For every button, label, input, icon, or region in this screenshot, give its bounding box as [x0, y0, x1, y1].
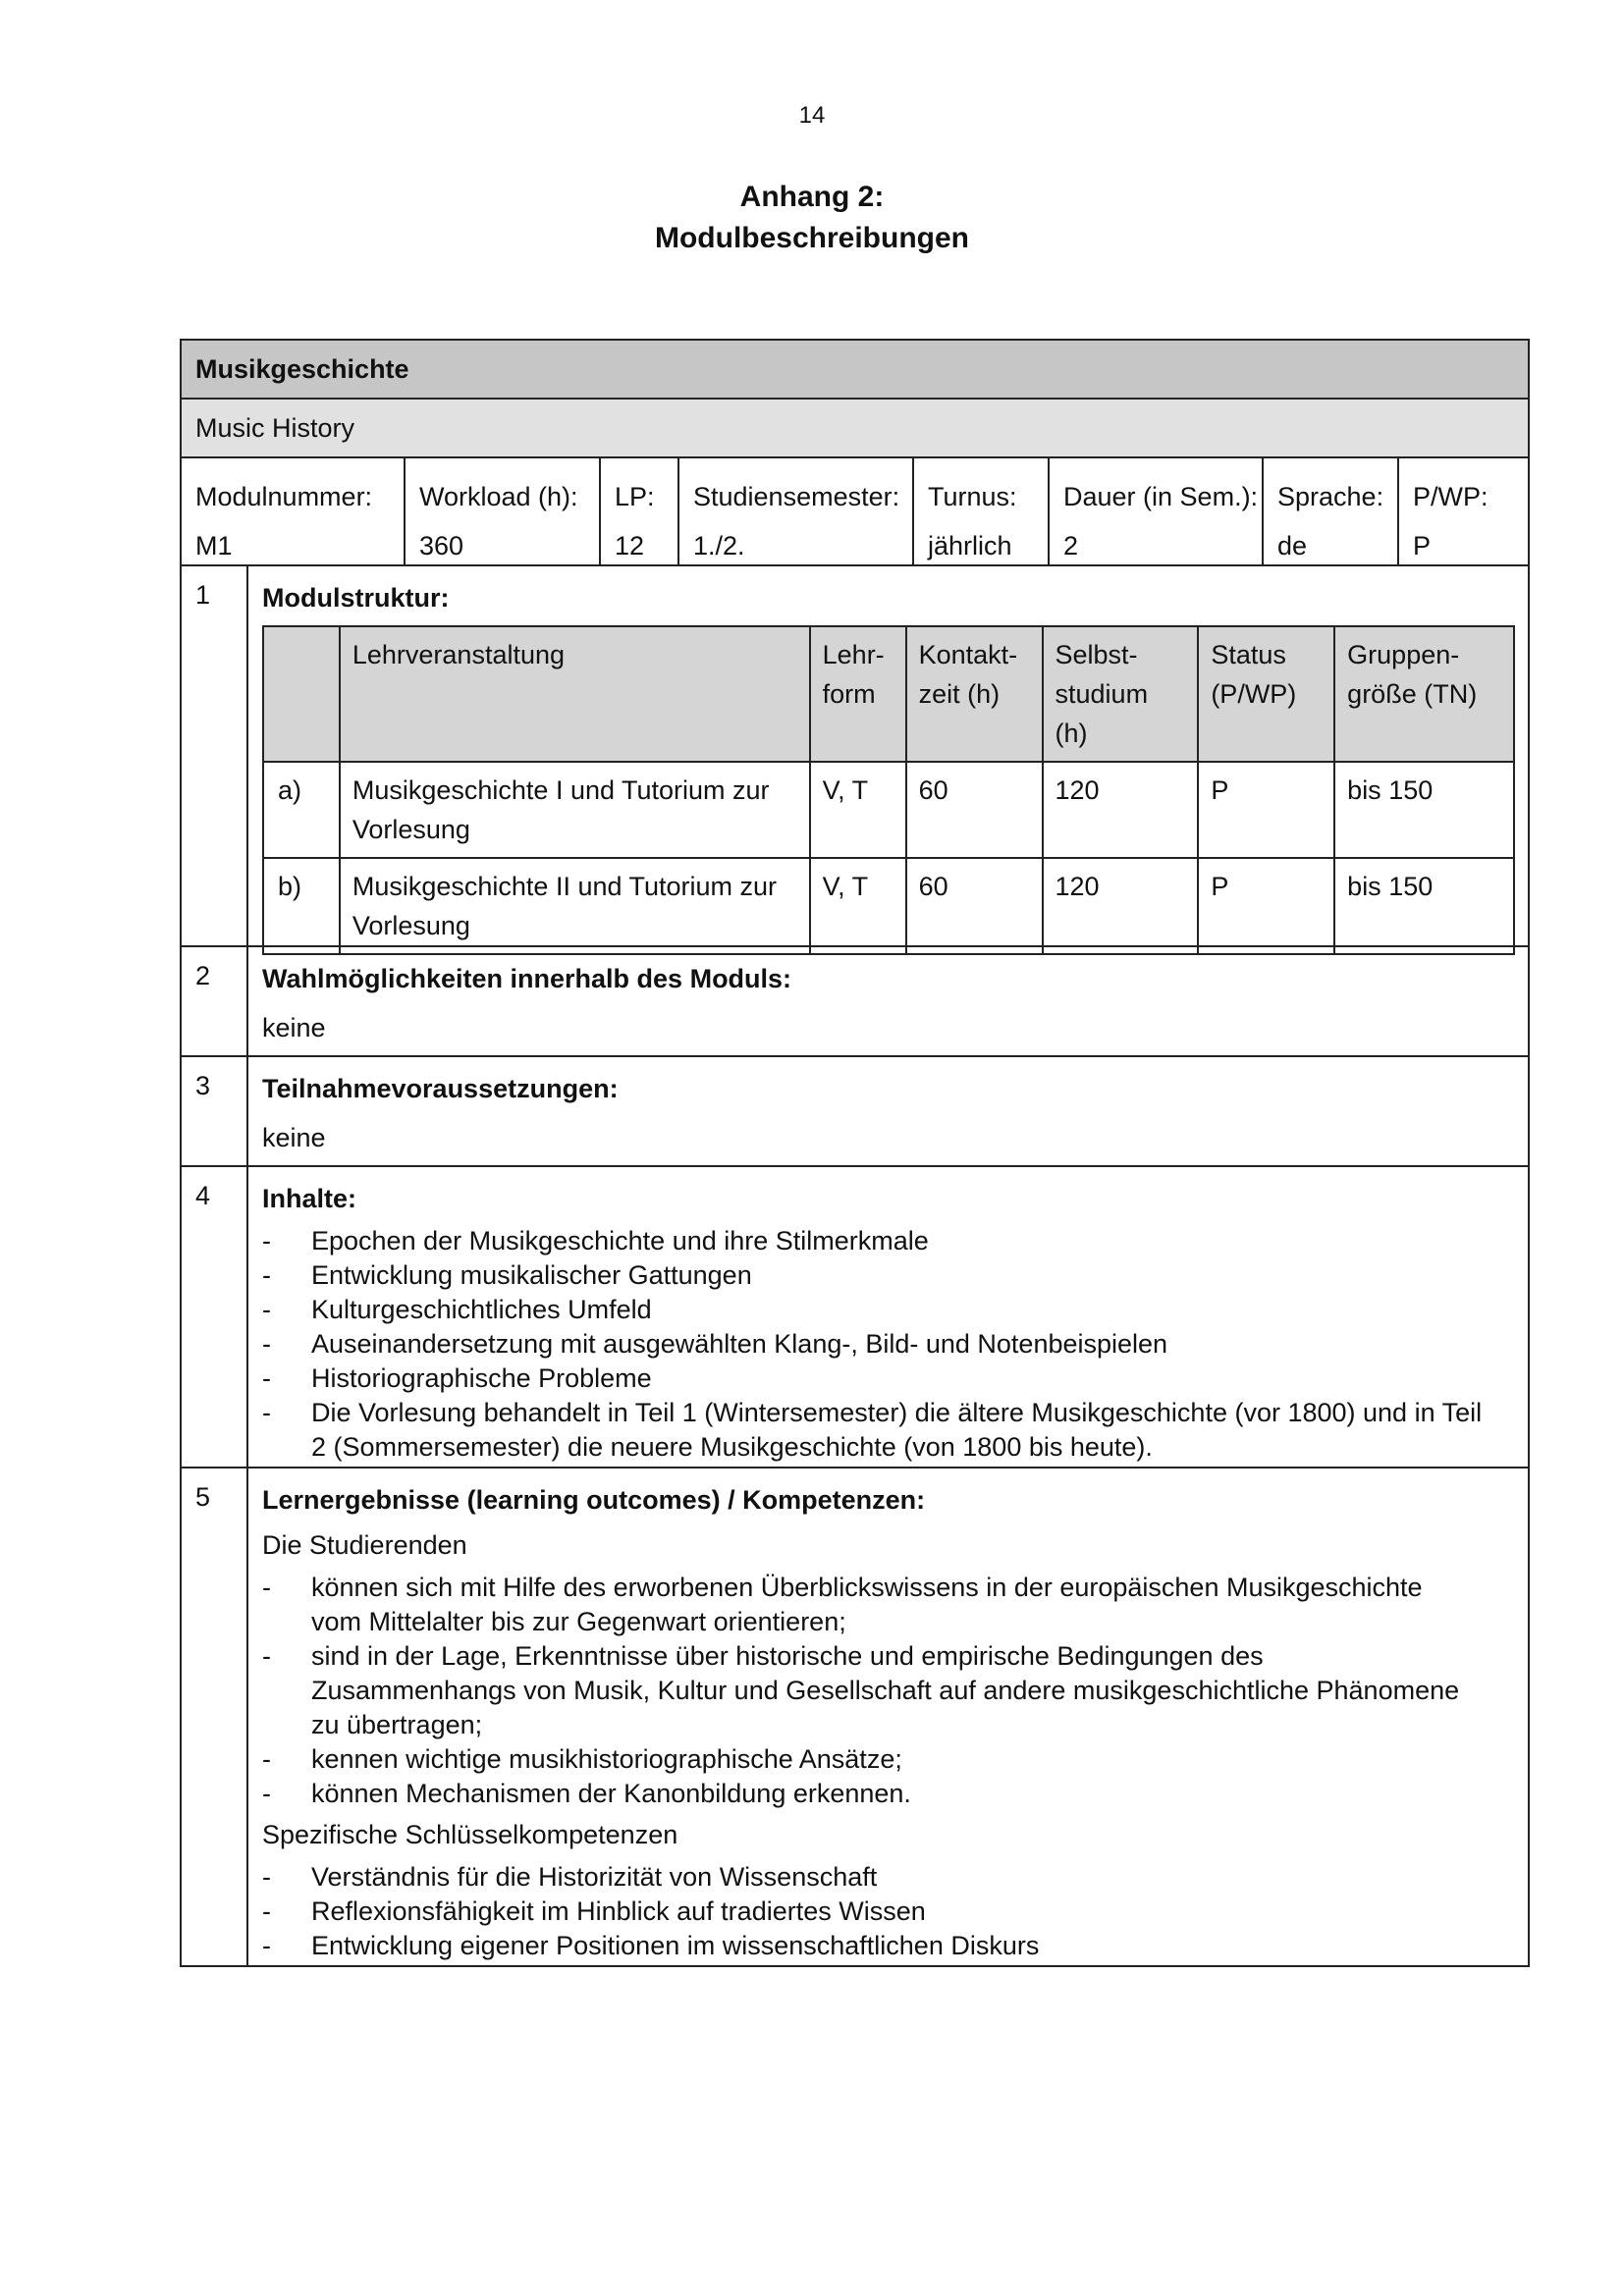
- module-meta-row: [182, 458, 1528, 566]
- table-cell: Musikgeschichte I und Tutorium zur Vorlesung: [340, 762, 810, 858]
- module-subtitle: Music History: [182, 400, 1528, 458]
- header-cell: Kontakt- zeit (h): [906, 626, 1043, 762]
- header-cell: [263, 626, 340, 762]
- meta-key: Modulnummer:: [195, 482, 373, 511]
- meta-value: 360: [419, 531, 464, 561]
- section-text: keine: [262, 1123, 326, 1152]
- table-cell: 120: [1043, 858, 1199, 954]
- section-lernergebnisse: [182, 1468, 1528, 1965]
- meta-turnus: [914, 458, 1050, 564]
- section-teilnahmevoraussetzungen: [182, 1057, 1528, 1167]
- meta-key: Turnus:: [928, 482, 1017, 511]
- section-number: 2: [182, 947, 248, 1055]
- table-row: [263, 762, 1514, 858]
- section-number: 1: [182, 566, 248, 945]
- page-heading: [0, 177, 1624, 259]
- list-item: - kennen wichtige musikhistoriographische Ansätze;: [262, 1742, 1469, 1777]
- meta-key: P/WP:: [1413, 482, 1489, 511]
- table-cell: bis 150: [1334, 762, 1514, 858]
- meta-sprache: [1264, 458, 1399, 564]
- list-item: - Epochen der Musikgeschichte und ihre Stilmerkmale: [262, 1224, 1528, 1258]
- list-item: - können Mechanismen der Kanonbildung erkennen.: [262, 1777, 1469, 1811]
- meta-workload: [406, 458, 601, 564]
- header-cell: Selbst- studium (h): [1043, 626, 1199, 762]
- section-heading: Inhalte:: [262, 1184, 357, 1213]
- header-cell: Lehrveranstaltung: [340, 626, 810, 762]
- section-number: 4: [182, 1167, 248, 1467]
- section-number: 3: [182, 1057, 248, 1165]
- section-number: 5: [182, 1468, 248, 1965]
- table-cell: P: [1198, 762, 1334, 858]
- module-title: Musikgeschichte: [182, 341, 1528, 400]
- meta-key: Workload (h):: [419, 482, 578, 511]
- table-cell: 60: [906, 858, 1043, 954]
- section-text: keine: [262, 1013, 326, 1042]
- table-cell: P: [1198, 858, 1334, 954]
- section-body: [248, 1468, 1528, 1965]
- meta-key: Studiensemester:: [693, 482, 900, 511]
- header-cell: Status (P/WP): [1198, 626, 1334, 762]
- key-competences-label: Spezifische Schlüsselkompetenzen: [262, 1820, 678, 1849]
- table-cell: bis 150: [1334, 858, 1514, 954]
- header-cell: Gruppen- größe (TN): [1334, 626, 1514, 762]
- table-row: [263, 858, 1514, 954]
- meta-studiensemester: [679, 458, 914, 564]
- section-body: [248, 1167, 1528, 1467]
- section-heading: Lernergebnisse (learning outcomes) / Kompetenzen:: [262, 1485, 926, 1515]
- list-item: - Auseinandersetzung mit ausgewählten Klang-, Bild- und Notenbeispielen: [262, 1327, 1528, 1362]
- section-body: [248, 947, 1528, 1055]
- meta-value: 1./2.: [693, 531, 745, 561]
- list-item: - Die Vorlesung behandelt in Teil 1 (Wintersemester) die ältere Musikgeschichte (vor 1800) und in Teil 2 (Sommersemester) die neuere Musikgeschichte (von 1800 bis heute).: [262, 1396, 1528, 1465]
- section-heading: Wahlmöglichkeiten innerhalb des Moduls:: [262, 964, 792, 993]
- course-structure-table: [262, 625, 1515, 955]
- section-body: [248, 1057, 1528, 1165]
- heading-line-1: Anhang 2:: [739, 181, 885, 213]
- meta-key: LP:: [615, 482, 655, 511]
- header-cell: Lehr- form: [810, 626, 906, 762]
- meta-value: 12: [615, 531, 645, 561]
- table-header-row: [263, 626, 1514, 762]
- table-cell: 60: [906, 762, 1043, 858]
- list-item: - Kulturgeschichtliches Umfeld: [262, 1293, 1528, 1327]
- table-cell: V, T: [810, 762, 906, 858]
- heading-line-2: Modulbeschreibungen: [654, 222, 969, 254]
- meta-p-wp: [1399, 458, 1528, 564]
- section-heading: Teilnahmevoraussetzungen:: [262, 1074, 619, 1103]
- key-competences-list: [262, 1860, 1528, 1963]
- list-item: - Verständnis für die Historizität von Wissenschaft: [262, 1860, 1528, 1895]
- meta-value: de: [1277, 531, 1308, 561]
- section-wahlmoeglichkeiten: [182, 947, 1528, 1057]
- content-list: [262, 1224, 1528, 1465]
- list-item: - Historiographische Probleme: [262, 1362, 1528, 1396]
- meta-key: Sprache:: [1277, 482, 1384, 511]
- list-item: - Reflexionsfähigkeit im Hinblick auf tradiertes Wissen: [262, 1895, 1528, 1929]
- list-item: - können sich mit Hilfe des erworbenen Überblickswissens in der europäischen Musikgeschichte vom Mittelalter bis zur Gegenwart orientieren;: [262, 1571, 1469, 1639]
- outcome-list: [262, 1571, 1528, 1811]
- section-modulstruktur: [182, 566, 1528, 947]
- meta-value: jährlich: [928, 531, 1012, 561]
- meta-value: M1: [195, 531, 233, 561]
- meta-key: Dauer (in Sem.):: [1063, 482, 1259, 511]
- section-inhalte: [182, 1167, 1528, 1468]
- meta-lp: [601, 458, 679, 564]
- section-intro: Die Studierenden: [262, 1530, 467, 1560]
- module-description-table: [180, 339, 1530, 1967]
- table-cell: 120: [1043, 762, 1199, 858]
- table-cell: Musikgeschichte II und Tutorium zur Vorlesung: [340, 858, 810, 954]
- meta-value: P: [1413, 531, 1432, 561]
- page-number: 14: [798, 102, 826, 129]
- list-item: - sind in der Lage, Erkenntnisse über historische und empirische Bedingungen des Zusammenhangs von Musik, Kultur und Gesellschaft auf andere musikgeschichtliche Phänomene zu übertragen;: [262, 1639, 1469, 1742]
- section-body: [248, 566, 1528, 945]
- meta-modulnummer: [182, 458, 406, 564]
- table-cell: V, T: [810, 858, 906, 954]
- meta-dauer: [1050, 458, 1264, 564]
- list-item: - Entwicklung eigener Positionen im wissenschaftlichen Diskurs: [262, 1929, 1528, 1963]
- meta-value: 2: [1063, 531, 1079, 561]
- list-item: - Entwicklung musikalischer Gattungen: [262, 1258, 1528, 1293]
- table-cell: b): [263, 858, 340, 954]
- section-heading: Modulstruktur:: [262, 583, 450, 613]
- table-cell: a): [263, 762, 340, 858]
